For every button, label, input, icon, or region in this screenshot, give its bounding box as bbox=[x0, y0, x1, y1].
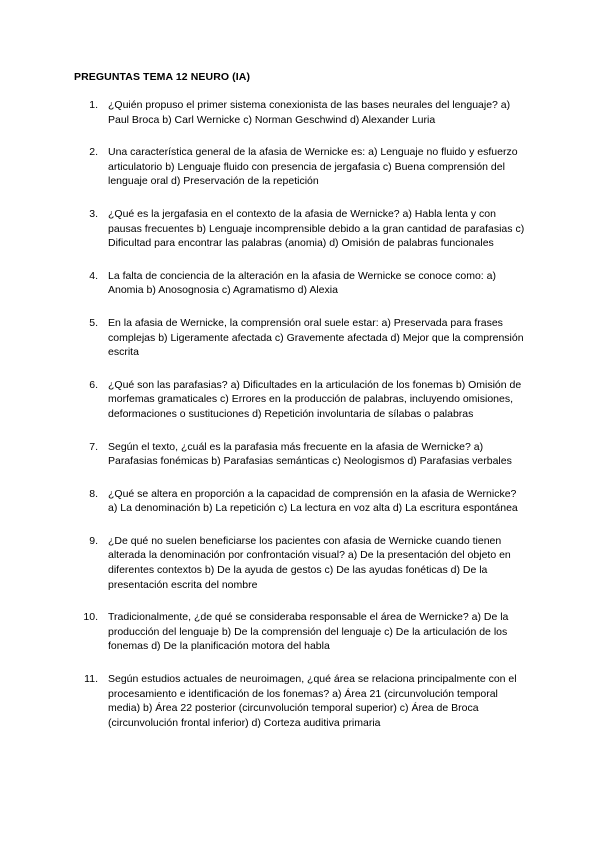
question-item bbox=[0, 378, 600, 422]
question-item bbox=[0, 534, 600, 592]
question-number: 4. bbox=[89, 269, 98, 282]
question-text: Según estudios actuales de neuroimagen, ¿qué área se relaciona principalmente con el procesamiento e identificación de los fonemas? a) Área 21 (circunvolución temporal media) b) Área 22 posterior (circunvolución temporal superior) c) Área de Broca (circunvolución frontal inferior) d) Corteza auditiva primaria bbox=[108, 673, 517, 729]
question-text: Una característica general de la afasia de Wernicke es: a) Lenguaje no fluido y esfuerzo articulatorio b) Lenguaje fluido con presencia de jergafasia c) Buena comprensión del lenguaje oral d) Preservación de la repetición bbox=[108, 146, 518, 188]
question-text: ¿Qué se altera en proporción a la capacidad de comprensión en la afasia de Wernicke? a) La denominación b) La repetición c) La lectura en voz alta d) La escritura espontánea bbox=[108, 487, 518, 515]
question-number: 7. bbox=[89, 440, 98, 453]
question-number: 8. bbox=[89, 487, 98, 500]
question-text: ¿De qué no suelen beneficiarse los pacientes con afasia de Wernicke cuando tienen alterada la denominación por confrontación visual? a) De la presentación del objeto en diferentes contextos b) De la ayuda de gestos c) De las ayudas fonéticas d) De la presentación escrita del nombre bbox=[108, 534, 511, 591]
question-list bbox=[0, 98, 600, 748]
question-item bbox=[0, 440, 600, 469]
question-text: ¿Qué es la jergafasia en el contexto de la afasia de Wernicke? a) Habla lenta y con pausas frecuentes b) Lenguaje incomprensible debido a la gran cantidad de parafasias c) Dificultad para encontrar las palabras (anomia) d) Omisión de palabras funcionales bbox=[108, 207, 525, 250]
question-text: ¿Qué son las parafasias? a) Dificultades en la articulación de los fonemas b) Omisión de morfemas gramaticales c) Errores en la producción de palabras, incluyendo omisiones, deformaciones o sustituciones d) Repetición involuntaria de sílabas o palabras bbox=[108, 378, 522, 420]
question-number: 9. bbox=[89, 534, 98, 547]
document-title: PREGUNTAS TEMA 12 NEURO (IA) bbox=[74, 71, 251, 83]
question-item bbox=[0, 98, 600, 127]
question-text: Según el texto, ¿cuál es la parafasia más frecuente en la afasia de Wernicke? a) Parafasias fonémicas b) Parafasias semánticas c) Neologismos d) Parafasias verbales bbox=[108, 440, 512, 468]
question-item bbox=[0, 672, 600, 730]
question-number: 3. bbox=[89, 207, 98, 220]
question-text: Tradicionalmente, ¿de qué se consideraba responsable el área de Wernicke? a) De la producción del lenguaje b) De la comprensión del lenguaje c) De la articulación de los fonemas d) De la planificación motora del habla bbox=[108, 611, 509, 653]
question-text: La falta de conciencia de la alteración en la afasia de Wernicke se conoce como: a) Anomia b) Anosognosia c) Agramatismo d) Alexia bbox=[108, 269, 496, 297]
question-number: 2. bbox=[89, 146, 98, 159]
question-item bbox=[0, 269, 600, 298]
question-item bbox=[0, 207, 600, 251]
question-number: 5. bbox=[89, 316, 98, 329]
question-number: 11. bbox=[84, 673, 98, 686]
question-text: ¿Quién propuso el primer sistema conexionista de las bases neurales del lenguaje? a) Paul Broca b) Carl Wernicke c) Norman Geschwind d) Alexander Luria bbox=[108, 99, 511, 126]
question-number: 1. bbox=[89, 99, 98, 111]
question-text: En la afasia de Wernicke, la comprensión oral suele estar: a) Preservada para frases complejas b) Ligeramente afectada c) Gravemente afectada d) Mejor que la comprensión escrita bbox=[108, 316, 524, 359]
question-item bbox=[0, 316, 600, 360]
question-number: 10. bbox=[83, 611, 98, 624]
question-number: 6. bbox=[89, 378, 98, 391]
question-item bbox=[0, 610, 600, 654]
question-item bbox=[0, 487, 600, 516]
question-item bbox=[0, 145, 600, 189]
